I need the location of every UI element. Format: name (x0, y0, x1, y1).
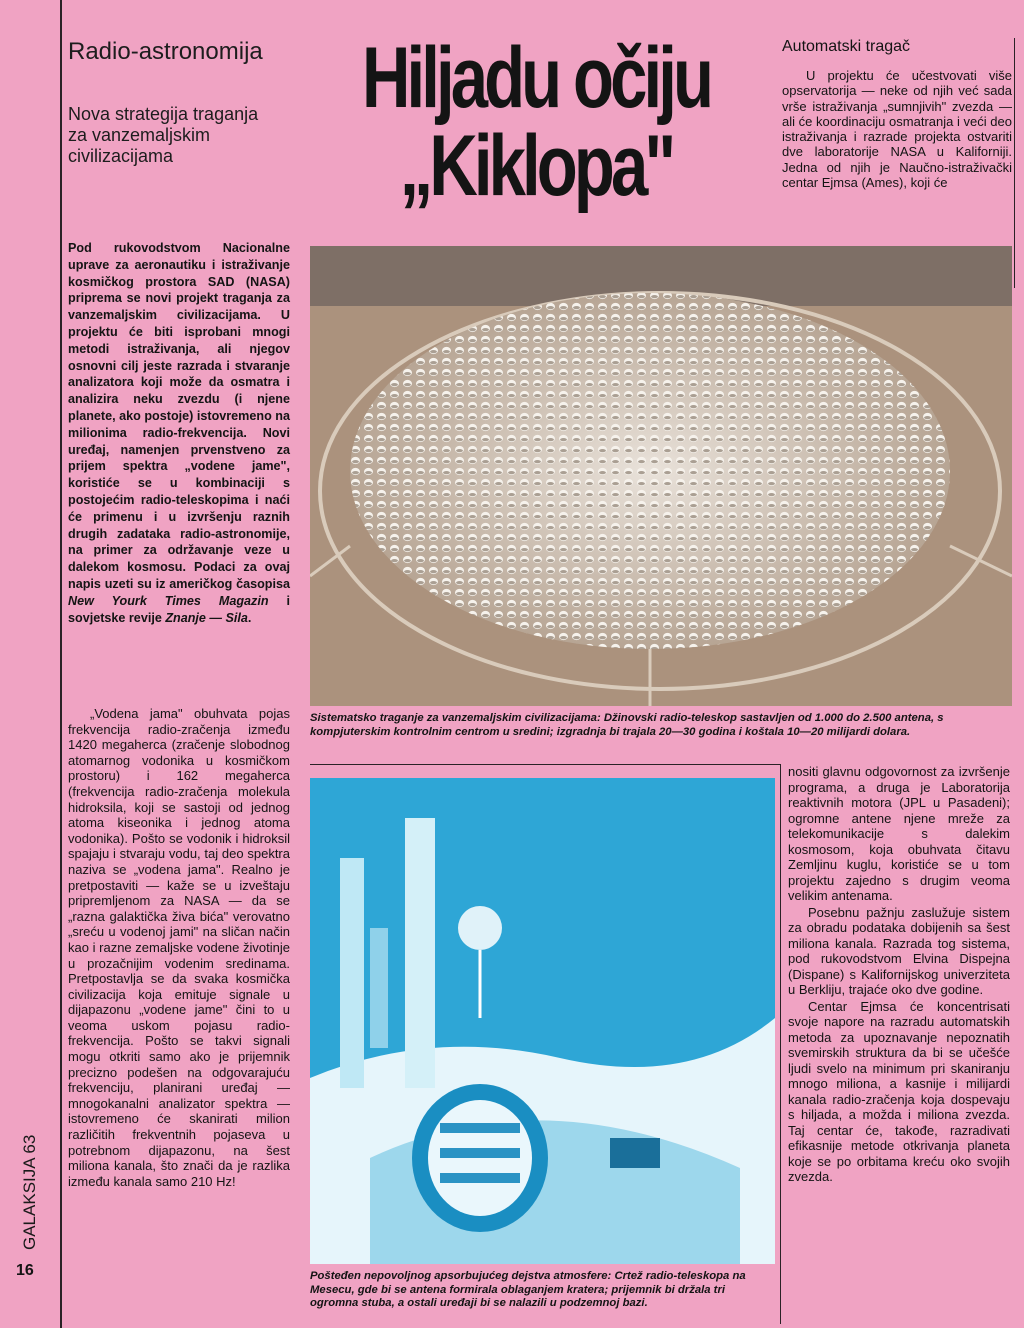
right-paragraph-1: nositi glavnu odgovornost za izvršenje programa, a druga je Laboratorija reaktivnih motora (JPL u Pasadeni); ogromne antene njene mreže za telekomunikacije s dalekim kosmosom, koja obuhvata čitavu Zemljinu kuglu, koristiće se u tom projektu zajedno s drugim veoma velikim antenama. (788, 764, 1010, 903)
caption-divider (310, 764, 780, 765)
right-paragraph-3: Centar Ejmsa će koncentrisati svoje napore na razradu automatskih metoda za upoznavanje nepoznatih svemirskih struktura da bi se učešće ljudi svelo na minimum pri skaniranju mnogo miliona, a kasnije i milijardi kanala radio-zračenja koja dospevaju s hiljada, a možda i miliona zvezda. Taj centar će, takođe, razradivati efikasnije metode otkrivanja planeta koje se po orbitama kreću oko svojih zvezda. (788, 998, 1010, 1184)
headline-line-2: „Kiklopa" (399, 118, 673, 214)
right-intro-text: U projektu će učestvovati više opservatorija — neke od njih već sada vrše istraživanja „sumnjivih" zvezda — ali će koordinaciju osmatranja i veći deo istraživanja i razrade projekta ostvariti dve laboratorije NASA u Kaliforniji. Jedna od njih je Naučno-istraživački centar Ejmsa (Ames), koji će (782, 68, 1012, 191)
right-subheading: Automatski tragač (782, 38, 911, 55)
right-column-text (788, 764, 1010, 1186)
lead-source-2: Znanje — Sila (165, 610, 248, 625)
antenna-array-photo (310, 246, 1012, 706)
lead-text-a: Pod rukovodstvom Nacionalne uprave za aeronautiku i istraživanje kosmičkog prostora SAD (NASA) priprema se novi projekt traganja za vanzemaljskim civilizacijama. U projektu će biti isprobani mnogi metodi istraživanja, ali njegov osnovni cilj jeste razrada i stvaranje analizatora koji može da osmatra i analizira neku zvezdu (i njene planete, ako postoje) istovremeno na milionima radio-frekvencija. Novi uređaj, namenjen prvenstveno za prijem spektra „vodene jame", koristiće se u kombinaciji s postojećim radio-teleskopima i naći će primenu i u izvršenju raznih drugih zadataka radio-astronomije, na primer za održavanje veze u dalekom kosmosu. Podaci za ovaj napis uzeti su iz američkog časopisa (68, 241, 290, 591)
right-margin-rule (1014, 38, 1015, 288)
lunar-telescope-illustration (310, 778, 775, 1264)
caption-bottom: Pošteđen nepovoljnog apsorbujućeg dejstva atmosfere: Crtež radio-teleskopa na Mesecu, gde bi se antena formirala oblaganjem kratera; prijemnik bi držala tri ogromna stuba, a ostali uređaji bi se nalazili u podzemnoj bazi. (310, 1270, 746, 1310)
magazine-issue-label: GALAKSIJA 63 (20, 1134, 39, 1250)
left-margin-rule (60, 0, 62, 1328)
right-paragraph-2: Posebnu pažnju zaslužuje sistem za obradu podataka dobijenih sa šest miliona kanala. Razrada tog sistema, pod rukovodstvom Elvina Dispejna (Dispane) s Kalifornijskog univerziteta u Berkliju, trajaće oko dve godine. (788, 904, 1010, 997)
antenna-array-illustration (310, 246, 1012, 706)
headline-line-1: Hiljadu očiju (361, 30, 711, 126)
caption-top: Sistematsko traganje za vanzemaljskim civilizacijama: Džinovski radio-teleskop sastavljen od 1.000 do 2.500 antena, s kompjuterskim kontrolnim centrom u sredini; izgradnja bi trajala 20—30 godina i koštala 10—20 milijardi dolara. (310, 712, 944, 738)
left-column-text: „Vodena jama" obuhvata pojas frekvencija radio-zračenja između 1420 megaherca (zračenje slobodnog atomarnog vodonika u kosmičkom prostoru) i 162 megaherca (frekvencija radio-zračenja molekula hidroksila, koji se sastoji od jednog atoma kiseonika i jednog atoma vodonika). Pošto se vodonik i hidroksil spajaju i stvaraju vodu, taj deo spektra naziva se „vodena jama". Realno je pretpostaviti — kaže se u izveštaju pripremljenom za NASA — da se „razna galaktička živa bića" verovatno „sreću u vodenoj jami" na sličan način kao i razne zemaljske vodene životinje u prozačnijim vodenim sredinama. Pretpostavlja se da svaka kosmička civilizacija koja emituje signale u dijapazonu „vodene jame" čini to u veoma uskom pojasu radio-frekvencija. Pošto se takvi signali mogu otkriti samo ako je prijemnik precizno podešen na odgovarajuću frekvenciju, planirani uređaj — mnogokanalni analizator spektra — istovremeno će skanirati milion različitih frekventnih pojaseva u potrebnom dijapazonu, na šest miliona kanala, što znači da je razlika između kanala samo 210 Hz! (68, 706, 290, 1189)
lead-text-c: . (247, 610, 252, 625)
right-column-rule (780, 764, 781, 1324)
lead-source-1: New Yourk Times Magazin (68, 593, 269, 608)
lead-paragraph (68, 240, 290, 626)
lunar-telescope-photo (310, 778, 775, 1264)
headline (349, 30, 723, 214)
section-subtitle: Nova strategija traganja za vanzemaljskim civilizacijama (68, 104, 259, 166)
page-number: 16 (16, 1262, 34, 1279)
section-kicker: Radio-astronomija (68, 38, 263, 65)
lead-text-b: i sovjetske revije (68, 593, 290, 625)
